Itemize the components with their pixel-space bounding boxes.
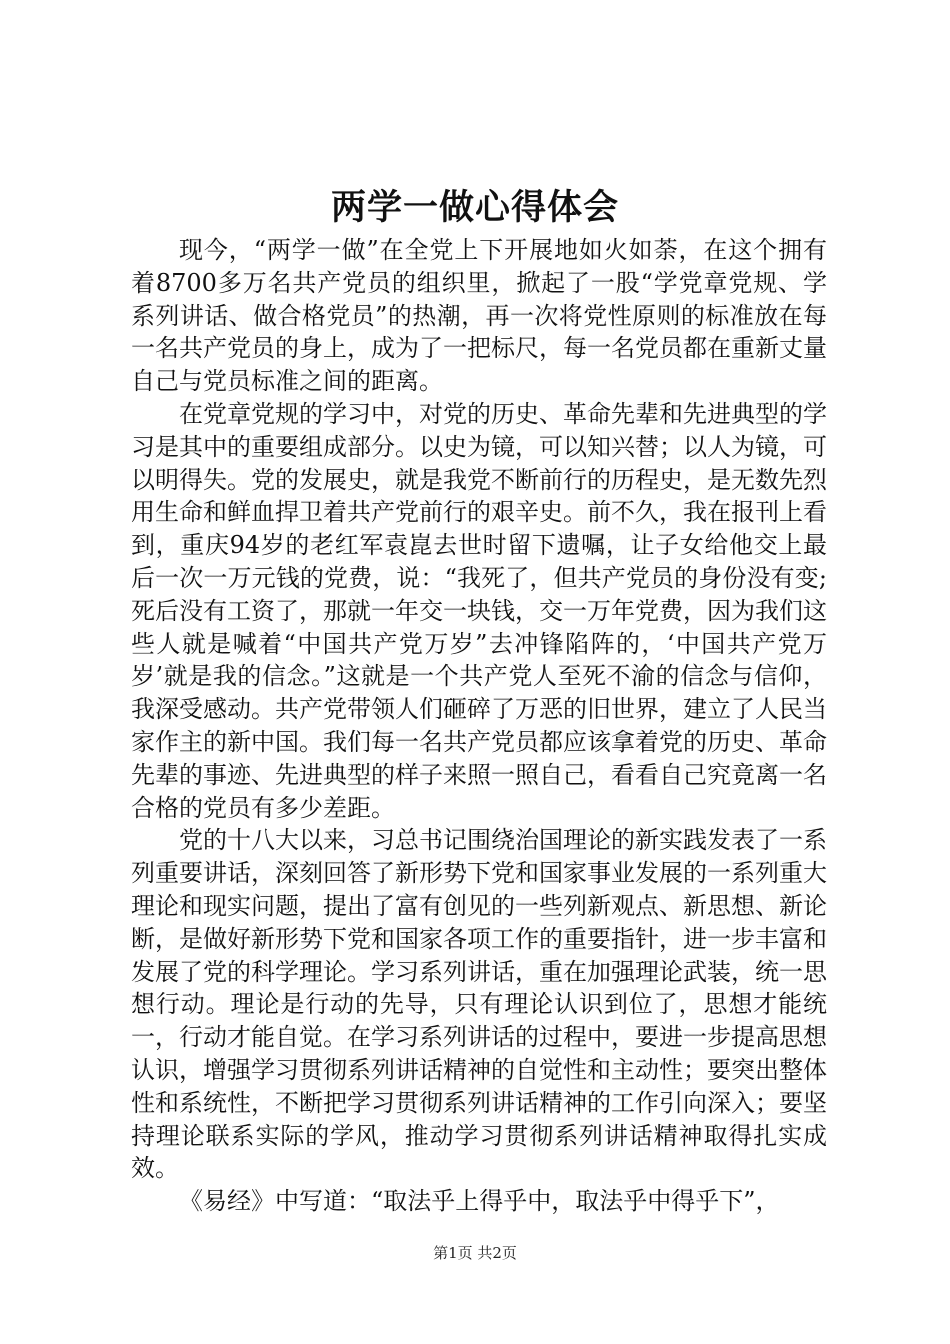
paragraph-2: 在党章党规的学习中，对党的历史、革命先辈和先进典型的学习是其中的重要组成部分。以史为镜，可以知兴替；以人为镜，可以明得失。党的发展史，就是我党不断前行的历程史，是无数先烈用生命和鲜血捍卫着共产党前行的艰辛史。前不久，我在报刊上看到，重庆94岁的老红军袁崑去世时留下遗嘱，让子女给他交上最后一次一万元钱的党费，说：“我死了，但共产党员的身份没有变;死后没有工资了，那就一年交一块钱，交一万年党费，因为我们这些人就是喊着“中国共产党万岁”去冲锋陷阵的，‘中国共产党万岁’就是我的信念。”这就是一个共产党人至死不渝的信念与信仰，我深受感动。共产党带领人们砸碎了万恶的旧世界，建立了人民当家作主的新中国。我们每一名共产党员都应该拿着党的历史、革命先辈的事迹、先进典型的样子来照一照自己，看看自己究竟离一名合格的党员有多少差距。 [131,399,827,822]
document-title: 两学一做心得体会 [330,187,619,228]
paragraph-4: 《易经》中写道：“取法乎上得乎中，取法乎中得乎下”， [179,1187,780,1216]
page-footer: 第1页 共2页 [433,1244,517,1262]
document-body [131,234,827,1218]
paragraph-3: 党的十八大以来，习总书记围绕治国理论的新实践发表了一系列重要讲话，深刻回答了新形势下党和国家事业发展的一系列重大理论和现实问题，提出了富有创见的一些列新观点、新思想、新论断，是做好新形势下党和国家各项工作的重要指针，进一步丰富和发展了党的科学理论。学习系列讲话，重在加强理论武装，统一思想行动。理论是行动的先导，只有理论认识到位了，思想才能统一，行动才能自觉。在学习系列讲话的过程中，要进一步提高思想认识，增强学习贯彻系列讲话精神的自觉性和主动性；要突出整体性和系统性，不断把学习贯彻系列讲话精神的工作引向深入；要坚持理论联系实际的学风，推动学习贯彻系列讲话精神取得扎实成效。 [131,826,827,1183]
paragraph-1: 现今，“两学一做”在全党上下开展地如火如荼，在这个拥有着8700多万名共产党员的组织里，掀起了一股“学党章党规、学系列讲话、做合格党员”的热潮，再一次将党性原则的标准放在每一名共产党员的身上，成为了一把标尺，每一名党员都在重新丈量自己与党员标准之间的距离。 [131,236,827,396]
